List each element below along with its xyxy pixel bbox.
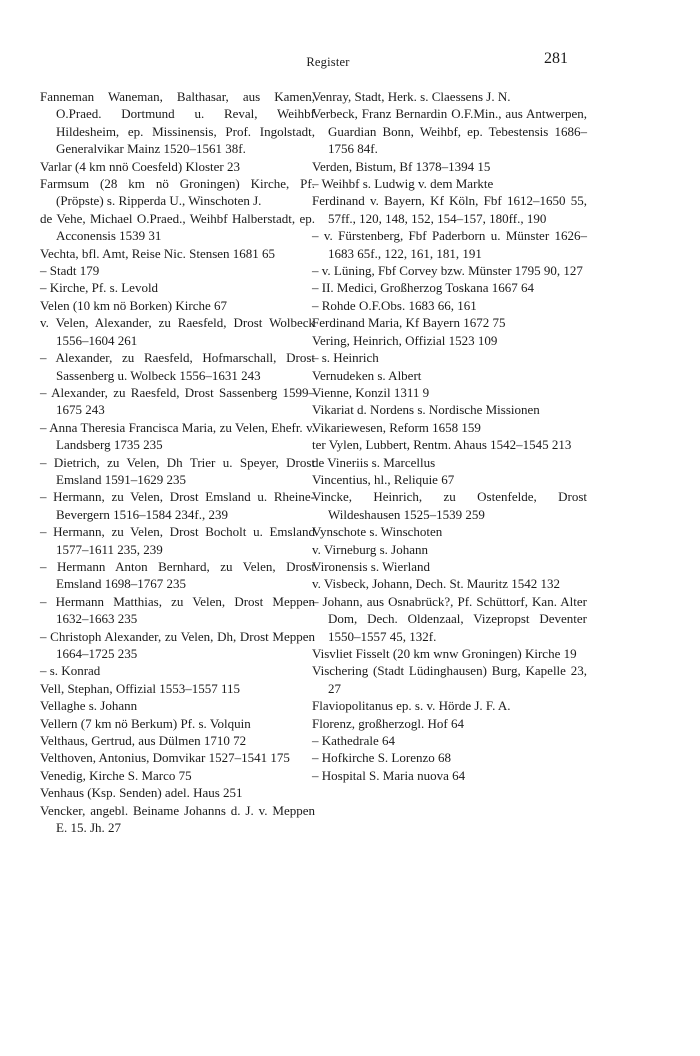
index-entry: – Dietrich, zu Velen, Dh Trier u. Speyer, Drost Emsland 1591–1629 235 [40, 454, 315, 487]
index-entry: Ferdinand v. Bayern, Kf Köln, Fbf 1612–1650 55, 57ff., 120, 148, 152, 154–157, 180ff., 190 [312, 193, 587, 226]
index-entry: – s. Heinrich [312, 350, 379, 366]
index-entry: Visvliet Fisselt (20 km wnw Groningen) Kirche 19 [312, 646, 577, 661]
index-entry: – Christoph Alexander, zu Velen, Dh, Drost Meppen 1664–1725 235 [40, 628, 315, 661]
index-entry: Flaviopolitanus ep. s. v. Hörde J. F. A. [312, 698, 511, 714]
index-entry: – Alexander, zu Raesfeld, Drost Sassenberg 1599–1675 243 [40, 384, 315, 418]
index-entry: Vincke, Heinrich, zu Ostenfelde, Drost Wildeshausen 1525–1539 259 [312, 489, 587, 522]
index-entry: Velthaus, Gertrud, aus Dülmen 1710 72 [40, 733, 247, 749]
index-entry: Vischering (Stadt Lüdinghausen) Burg, Kapelle 23, 27 [312, 663, 587, 696]
index-entry: Venhaus (Ksp. Senden) adel. Haus 251 [40, 785, 243, 801]
index-entry: – v. Lüning, Fbf Corvey bzw. Münster 1795 90, 127 [312, 263, 583, 279]
index-entry: Verden, Bistum, Bf 1378–1394 15 [312, 158, 491, 174]
index-entry: Vironensis s. Wierland [312, 558, 430, 574]
index-entry: Vell, Stephan, Offizial 1553–1557 115 [40, 680, 241, 696]
index-column-left [40, 88, 315, 836]
index-entry: – Hermann, zu Velen, Drost Bocholt u. Emsland 1577–1611 235, 239 [40, 524, 315, 557]
index-entry: Ferdinand Maria, Kf Bayern 1672 75 [312, 315, 506, 331]
index-entry: – II. Medici, Großherzog Toskana 1667 64 [312, 280, 534, 296]
index-entry: ter Vylen, Lubbert, Rentm. Ahaus 1542–1545 213 [312, 437, 572, 453]
index-entry: – Rohde O.F.Obs. 1683 66, 161 [312, 297, 477, 313]
index-entry: – Hofkirche S. Lorenzo 68 [312, 750, 451, 766]
index-entry: Velthoven, Antonius, Domvikar 1527–1541 175 [40, 750, 290, 766]
index-entry: – Johann, aus Osnabrück?, Pf. Schüttorf, Kan. Alter Dom, Dech. Oldenzaal, Vizepropst Deventer 1550–1557 45, 132f. [312, 593, 587, 644]
index-entry: – Weihbf s. Ludwig v. dem Markte [312, 176, 494, 192]
index-entry: – v. Fürstenberg, Fbf Paderborn u. Münster 1626–1683 65f., 122, 161, 181, 191 [312, 228, 587, 261]
running-header [88, 50, 568, 74]
index-entry: – Kathedrale 64 [312, 733, 396, 749]
index-entry: – Anna Theresia Francisca Maria, zu Velen, Ehefr. v. Landsberg 1735 235 [40, 419, 315, 453]
page-number: 281 [544, 50, 568, 67]
index-entry: – Kirche, Pf. s. Levold [40, 280, 159, 296]
index-entry: Venray, Stadt, Herk. s. Claessens J. N. [312, 89, 511, 104]
index-entry: – Alexander, zu Raesfeld, Hofmarschall, Drost Sassenberg u. Wolbeck 1556–1631 243 [40, 350, 315, 383]
index-entry: de Vineriis s. Marcellus [312, 454, 436, 470]
index-entry: Farmsum (28 km nö Groningen) Kirche, Pf. (Pröpste) s. Ripperda U., Winschoten J. [40, 176, 315, 209]
index-entry: v. Virneburg s. Johann [312, 541, 428, 557]
index-entry: – Hermann Matthias, zu Velen, Drost Meppen 1632–1663 235 [40, 593, 315, 627]
index-entry: de Vehe, Michael O.Praed., Weihbf Halberstadt, ep. Acconensis 1539 31 [40, 210, 315, 244]
index-entry: Vikariat d. Nordens s. Nordische Missionen [312, 402, 540, 418]
index-entry: Venedig, Kirche S. Marco 75 [40, 767, 192, 783]
index-column-right [312, 88, 587, 784]
index-entry: Varlar (4 km nnö Coesfeld) Kloster 23 [40, 158, 241, 174]
index-entry: – Hermann Anton Bernhard, zu Velen, Drost Emsland 1698–1767 235 [40, 558, 315, 592]
index-entry: Verbeck, Franz Bernardin O.F.Min., aus Antwerpen, Guardian Bonn, Weihbf, ep. Tebestensis 1686–1756 84f. [312, 106, 587, 157]
index-entry: v. Velen, Alexander, zu Raesfeld, Drost Wolbeck 1556–1604 261 [40, 315, 315, 348]
index-entry: Vernudeken s. Albert [312, 367, 422, 383]
index-entry: Vellaghe s. Johann [40, 698, 138, 714]
page-title: Register [306, 55, 350, 69]
index-entry: – Hermann, zu Velen, Drost Emsland u. Rheine-Bevergern 1516–1584 234f., 239 [40, 489, 315, 522]
index-entry: Velen (10 km nö Borken) Kirche 67 [40, 297, 228, 313]
index-entry: Vynschote s. Winschoten [312, 524, 443, 540]
index-entry: v. Visbeck, Johann, Dech. St. Mauritz 1542 132 [312, 576, 560, 592]
index-entry: Fanneman Waneman, Balthasar, aus Kamen, O.Praed. Dortmund u. Reval, Weihbf Hildesheim, ep. Missinensis, Prof. Ingolstadt, Generalvikar Mainz 1520–1561 38f. [40, 89, 315, 157]
index-entry: Vienne, Konzil 1311 9 [312, 384, 430, 400]
index-entry: – Stadt 179 [40, 263, 100, 279]
index-entry: Vering, Heinrich, Offizial 1523 109 [312, 332, 498, 348]
index-entry: Vincentius, hl., Reliquie 67 [312, 471, 455, 487]
index-entry: Vencker, angebl. Beiname Johanns d. J. v. Meppen E. 15. Jh. 27 [40, 802, 315, 836]
index-entry: – s. Konrad [40, 663, 101, 679]
index-entry: – Hospital S. Maria nuova 64 [312, 767, 466, 783]
index-entry: Florenz, großherzogl. Hof 64 [312, 715, 464, 731]
index-entry: Vellern (7 km nö Berkum) Pf. s. Volquin [40, 715, 251, 731]
index-entry: Vikariewesen, Reform 1658 159 [312, 419, 481, 435]
index-entry: Vechta, bfl. Amt, Reise Nic. Stensen 1681 65 [40, 245, 276, 261]
